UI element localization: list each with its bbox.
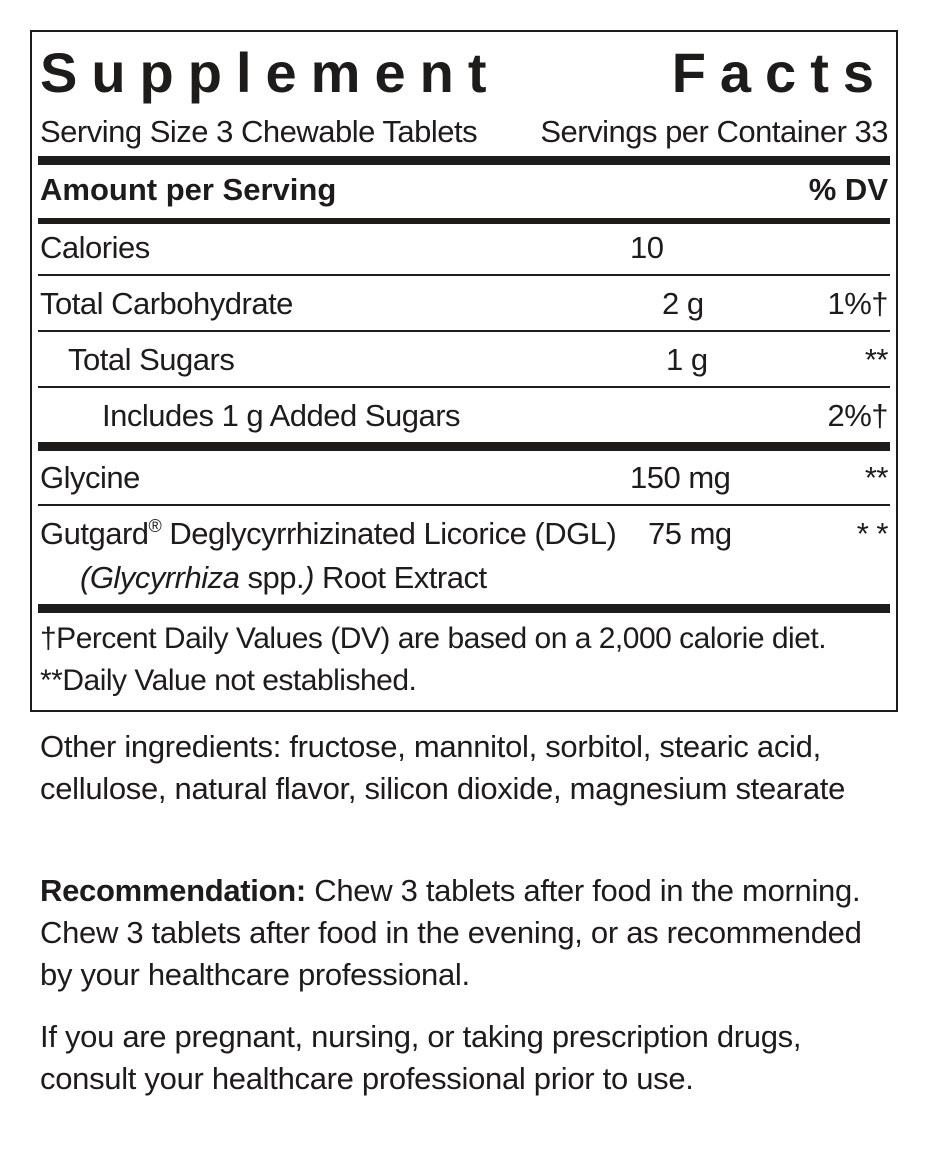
dv-header-label: % DV	[808, 172, 888, 207]
nutrient-dv: **	[864, 460, 888, 495]
other-ingredients: Other ingredients: fructose, mannitol, sorbitol, stearic acid, cellulose, natural flavor, silicon dioxide, magnesium stearate	[40, 729, 846, 806]
nutrient-amount: 1 g	[666, 342, 708, 377]
footnote-dv: †Percent Daily Values (DV) are based on a 2,000 calorie diet.	[40, 622, 827, 655]
serving-size: Serving Size 3 Chewable Tablets	[40, 114, 478, 149]
nutrient-name: Glycine	[40, 460, 140, 495]
supplement-facts-panel	[30, 30, 898, 712]
nutrient-amount: 10	[630, 230, 664, 265]
nutrient-name: Total Sugars	[68, 342, 235, 377]
nutrient-dv: 2%†	[827, 398, 888, 433]
nutrient-name: Total Carbohydrate	[40, 286, 293, 321]
nutrient-name: Includes 1 g Added Sugars	[102, 398, 461, 433]
row-divider	[38, 504, 890, 506]
nutrient-amount: 75 mg	[648, 516, 732, 551]
nutrient-amount: 150 mg	[630, 460, 731, 495]
recommendation-label: Recommendation:	[40, 873, 306, 908]
row-divider	[38, 274, 890, 276]
recommendation	[40, 870, 900, 996]
row-divider	[38, 330, 890, 332]
servings-per-container: Servings per Container 33	[540, 114, 888, 149]
footnote-not-established: **Daily Value not established.	[40, 664, 417, 697]
nutrient-dv: * *	[856, 516, 888, 551]
row-divider	[38, 386, 890, 388]
nutrient-dv: 1%†	[827, 286, 888, 321]
nutrient-dv: **	[864, 342, 888, 377]
nutrient-name: Gutgard® Deglycyrrhizinated Licorice (DGL)	[40, 516, 617, 551]
recommendation-text: Chew 3 tablets after food in the morning. Chew 3 tablets after food in the evening, or as recommended by your healthcare professional.	[40, 873, 862, 992]
serving-info	[40, 112, 888, 152]
nutrient-amount: 2 g	[662, 286, 704, 321]
pregnancy-warning: If you are pregnant, nursing, or taking prescription drugs, consult your healthcare professional prior to use.	[40, 1019, 802, 1096]
panel-title: Supplement Facts	[40, 41, 888, 104]
thick-divider	[38, 604, 890, 613]
thick-divider	[38, 442, 890, 451]
thick-divider	[38, 156, 890, 165]
nutrient-subline: (Glycyrrhiza spp.) Root Extract	[80, 560, 487, 595]
header-divider	[38, 218, 890, 224]
amount-per-serving-label: Amount per Serving	[40, 172, 337, 207]
nutrient-name: Calories	[40, 230, 150, 265]
